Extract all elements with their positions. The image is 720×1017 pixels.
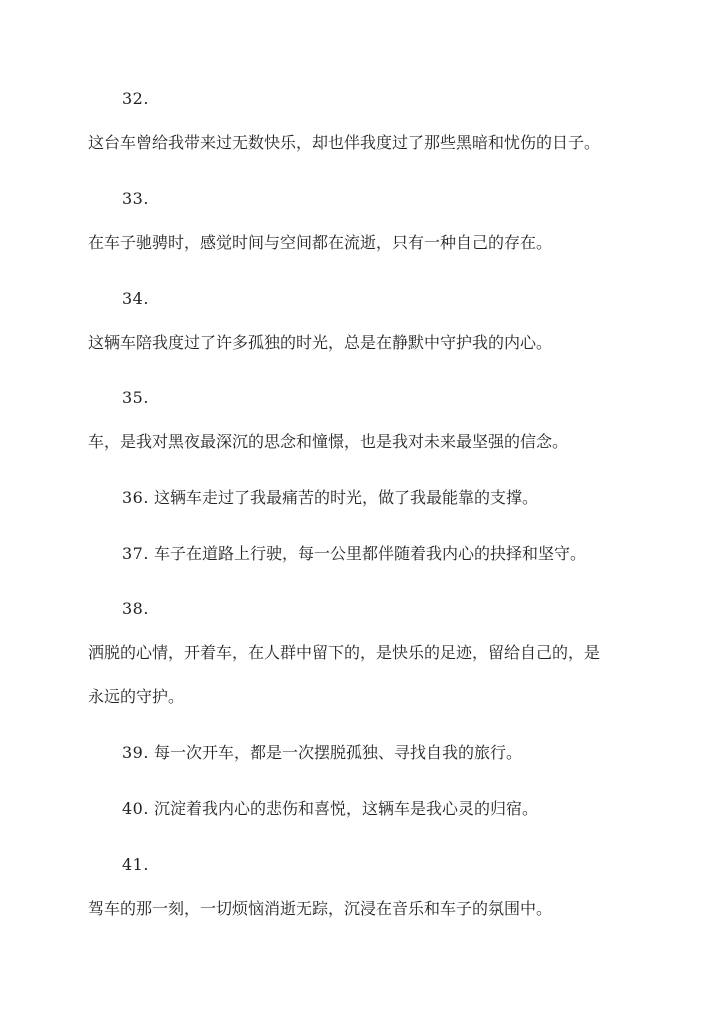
entry-number-33: 33.: [122, 189, 149, 208]
entry-text-35: 车，是我对黑夜最深沉的思念和憧憬，也是我对未来最坚强的信念。: [88, 432, 569, 451]
entry-text-38-continued: 永远的守护。: [88, 687, 185, 706]
entry-text-32: 这台车曾给我带来过无数快乐，却也伴我度过了那些黑暗和忧伤的日子。: [88, 133, 601, 152]
entry-number-32: 32.: [122, 89, 149, 108]
entry-text-40: 沉淀着我内心的悲伤和喜悦，这辆车是我心灵的归宿。: [154, 799, 539, 818]
entry-40: [122, 798, 538, 820]
entry-36: [122, 487, 538, 509]
entry-text-37: 车子在道路上行驶，每一公里都伴随着我内心的抉择和坚守。: [154, 544, 587, 563]
entry-number-41: 41.: [122, 855, 149, 874]
entry-number: [122, 598, 149, 620]
entry-number: [122, 288, 149, 310]
entry-number: [122, 88, 149, 110]
entry-number-40: 40.: [122, 799, 149, 818]
entry-number: [122, 188, 149, 210]
entry-number-38: 38.: [122, 599, 149, 618]
entry-text-34: 这辆车陪我度过了许多孤独的时光，总是在静默中守护我的内心。: [88, 333, 553, 352]
entry-number-39: 39.: [122, 743, 149, 762]
entry-text-36: 这辆车走过了我最痛苦的时光，做了我最能靠的支撑。: [154, 488, 539, 507]
entry-number-37: 37.: [122, 544, 149, 563]
entry-number: [122, 854, 149, 876]
entry-text-38: 洒脱的心情，开着车，在人群中留下的，是快乐的足迹，留给自己的，是: [88, 643, 601, 662]
entry-number: [122, 387, 149, 409]
entry-text-39: 每一次开车，都是一次摆脱孤独、寻找自我的旅行。: [154, 743, 523, 762]
entry-37: [122, 543, 586, 565]
entry-text-33: 在车子驰骋时，感觉时间与空间都在流逝，只有一种自己的存在。: [88, 233, 553, 252]
entry-number-34: 34.: [122, 289, 149, 308]
entry-number-35: 35.: [122, 388, 149, 407]
entry-text-41: 驾车的那一刻，一切烦恼消逝无踪，沉浸在音乐和车子的氛围中。: [88, 899, 553, 918]
entry-number-36: 36.: [122, 488, 149, 507]
entry-39: [122, 742, 522, 764]
